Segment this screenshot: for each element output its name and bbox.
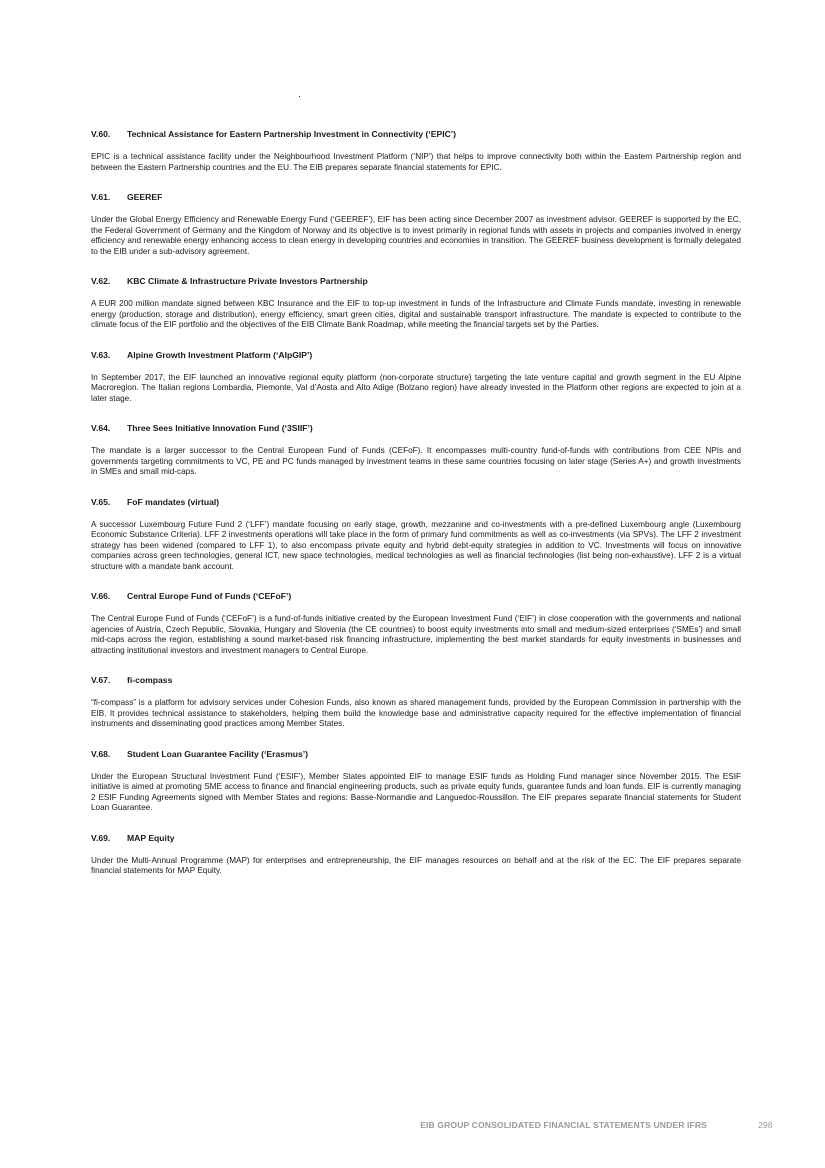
section-v67 [91,674,741,730]
section-paragraph: A successor Luxembourg Future Fund 2 (‘LFF’) mandate focusing on early stage, growth, mezzanine and co-investments with a pre-defined Luxembourg angle (Luxembourg Economic Substance Criteria). LFF 2 investments operations will take place in the form of primary fund commitments as well as co-investments (via SPVs). The LFF 2 investment strategy has been widened (compared to LFF 1), to also encompass private equity and hybrid debt-equity strategies in addition to VC. Investments will focus on innovative companies across green technologies, general ICT, new space technologies, medical technologies as well as financial technologies (list being non-exhaustive). LFF 2 is a virtual structure with a mandate bank account. [91,519,741,571]
section-paragraph: The mandate is a larger successor to the Central European Fund of Funds (CEFoF). It encompasses multi-country fund-of-funds with contributions from CEE NPIs and governments targeting commitments to VC, PE and PC funds managed by investment teams in these same countries focusing on later stage (Series A+) and growth investments in SMEs and small mid-caps. [91,446,741,476]
section-number: V.68. [91,748,111,759]
section-number: V.61. [91,192,111,202]
section-heading [91,191,741,203]
section-v65 [91,496,741,573]
section-title: Alpine Growth Investment Platform (‘AlpGIP’) [127,349,313,360]
section-number: V.63. [91,349,111,360]
stray-dot [299,96,300,97]
section-paragraph: The Central Europe Fund of Funds (‘CEFoF’) is a fund-of-funds initiative created by the European Investment Fund (‘EIF’) in close cooperation with the governments and national agencies of Austria, Czech Republic, Slovakia, Hungary and Slovenia (the CE countries) to boost equity investments into small and medium-sized enterprises (‘SMEs’) and small mid-caps across the region, establishing a sound market-based risk financing infrastructure, implementing the best market standards for equity investments in businesses and attracting institutional investors and investment managers to Central Europe. [91,614,741,655]
section-number: V.62. [91,276,111,286]
section-heading [91,748,741,760]
section-heading [91,496,741,508]
section-title: KBC Climate & Infrastructure Private Investors Partnership [127,276,368,286]
section-number: V.66. [91,591,111,601]
section-paragraph: “fi-compass” is a platform for advisory services under Cohesion Funds, also known as shared management funds, provided by the European Commission in partnership with the EIB. It provides technical assistance to stakeholders, helping them build the knowledge base and administrative capacity required for the effective implementation of financial instruments and disseminating good practices among Member States. [91,698,741,728]
section-paragraph: Under the Multi-Annual Programme (MAP) for enterprises and entrepreneurship, the EIF manages resources on behalf and at the risk of the EC. The EIF prepares separate financial statements for MAP Equity. [91,855,741,875]
section-number: V.60. [91,129,111,139]
section-heading [91,832,741,844]
section-v68 [91,748,741,814]
section-title: GEEREF [127,192,163,202]
section-paragraph: A EUR 200 million mandate signed between KBC Insurance and the EIF to top-up investment in funds of the Infrastructure and Climate Funds mandate, investing in renewable energy (production, storage and distribution), energy efficiency, smart green cities, digital and sustainable transport infrastructure. The mandate is expected to contribute to the climate focus of the EIF portfolio and the objectives of the EIB Climate Bank Roadmap, while meeting the financial targets set by the Parties. [91,299,741,329]
section-heading [91,275,741,287]
section-paragraph: Under the Global Energy Efficiency and Renewable Energy Fund (‘GEEREF’), EIF has been acting since December 2007 as investment advisor. GEEREF is supported by the EC, the Federal Government of Germany and the Kingdom of Norway and its objective is to invest primarily in regional funds with assets in projects and companies involved in energy efficiency and renewable energy enhancing access to clean energy in developing countries and economies in transition. The GEEREF business development is formally delegated to the EIB under a sub-advisory agreement. [91,215,741,256]
section-paragraph: In September 2017, the EIF launched an innovative regional equity platform (non-corporate structure) targeting the late venture capital and growth segment in the EU Alpine Macroregion. The Italian regions Lombardia, Piemonte, Val d’Aosta and Alto Adige (Bolzano region) have already invested in the Platform other regions are expected to join at a later stage. [91,372,741,403]
section-v64 [91,422,741,478]
section-title: Student Loan Guarantee Facility (‘Erasmus’) [127,748,308,759]
footer-title: EIB GROUP CONSOLIDATED FINANCIAL STATEMENTS UNDER IFRS [420,1120,707,1130]
section-heading [91,422,741,434]
section-heading [91,128,741,140]
section-number: V.69. [91,832,111,843]
section-title: FoF mandates (virtual) [127,496,220,507]
section-heading [91,674,741,686]
section-v60 [91,128,741,173]
section-number: V.65. [91,496,111,507]
page-footer [0,1120,825,1134]
section-v63 [91,349,741,405]
section-paragraph: Under the European Structural Investment Fund (‘ESIF’), Member States appointed EIF to manage ESIF funds as Holding Fund manager since November 2015. The ESIF initiative is aimed at promoting SME access to finance and financial engineering products, such as private equity funds, guarantee funds and loan funds. EIF is currently managing 2 ESIF Funding Agreements signed with Member States and regions: Basse-Normandie and Languedoc-Roussillon. The EIF prepares separate financial statements for Student Loan Guarantee. [91,771,741,812]
document-body [91,128,741,895]
section-title: fi-compass [127,675,173,685]
section-title: Central Europe Fund of Funds (‘CEFoF’) [127,591,292,601]
section-number: V.64. [91,423,111,433]
section-number: V.67. [91,675,111,685]
section-paragraph: EPIC is a technical assistance facility under the Neighbourhood Investment Platform (‘NIP’) that helps to improve connectivity both within the Eastern Partnership region and between the Eastern Partnership countries and the EU. The EIB prepares separate financial statements for EPIC. [91,152,741,172]
section-heading [91,590,741,602]
section-title: Three Sees Initiative Innovation Fund (‘3SIIF’) [127,423,313,433]
section-v66 [91,590,741,656]
page-number: 298 [758,1120,773,1130]
section-title: Technical Assistance for Eastern Partnership Investment in Connectivity (‘EPIC’) [127,129,457,139]
section-v61 [91,191,741,257]
section-title: MAP Equity [127,832,175,843]
section-v69 [91,832,741,877]
section-v62 [91,275,741,331]
section-heading [91,349,741,361]
